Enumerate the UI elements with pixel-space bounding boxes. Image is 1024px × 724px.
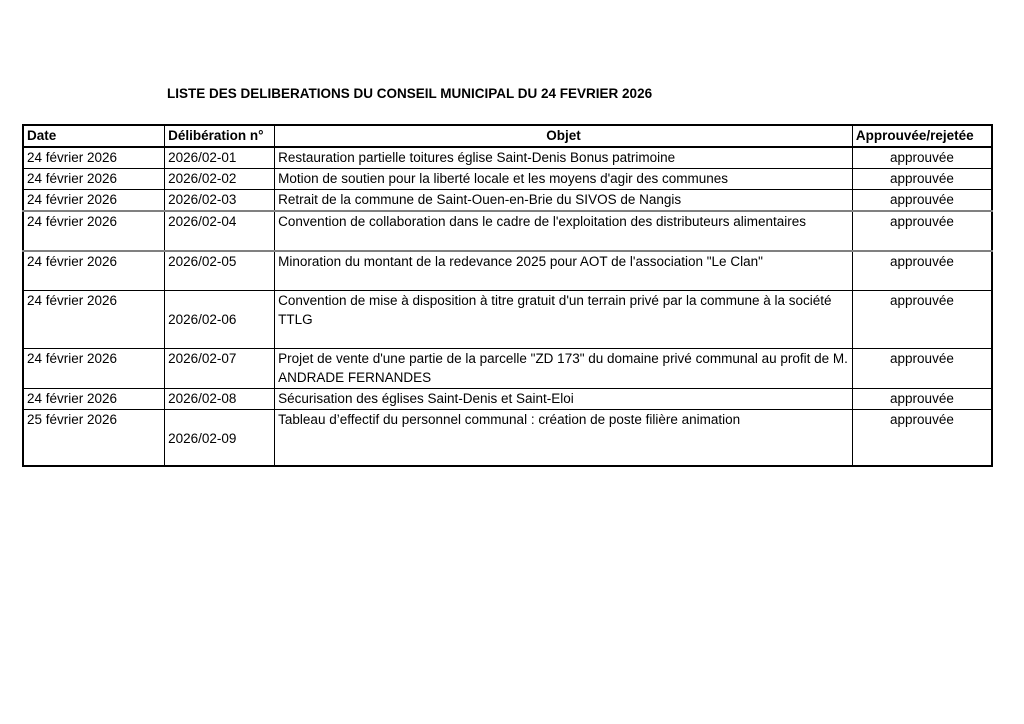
cell-statut: approuvée (852, 349, 992, 389)
cell-deliberation-number: 2026/02-04 (165, 211, 275, 251)
column-header-objet: Objet (275, 125, 853, 147)
cell-objet: Projet de vente d'une partie de la parcelle "ZD 173" du domaine privé communal au profit de M. ANDRADE FERNANDES (275, 349, 853, 389)
cell-deliberation-number: 2026/02-03 (165, 190, 275, 212)
cell-date: 24 février 2026 (23, 389, 165, 410)
cell-statut: approuvée (852, 291, 992, 349)
cell-objet: Motion de soutien pour la liberté locale et les moyens d'agir des communes (275, 169, 853, 190)
table-row (23, 410, 992, 467)
cell-date: 24 février 2026 (23, 169, 165, 190)
table-row (23, 389, 992, 410)
cell-date: 24 février 2026 (23, 349, 165, 389)
cell-objet: Minoration du montant de la redevance 2025 pour AOT de l'association "Le Clan" (275, 251, 853, 291)
cell-statut: approuvée (852, 190, 992, 212)
table-row (23, 251, 992, 291)
cell-statut: approuvée (852, 211, 992, 251)
table-body (23, 147, 992, 466)
table-row (23, 147, 992, 169)
deliberations-table (22, 124, 993, 467)
cell-date: 24 février 2026 (23, 251, 165, 291)
cell-objet: Convention de collaboration dans le cadre de l'exploitation des distributeurs alimentaires (275, 211, 853, 251)
cell-statut: approuvée (852, 251, 992, 291)
table-row (23, 190, 992, 212)
cell-objet: Convention de mise à disposition à titre gratuit d'un terrain privé par la commune à la société TTLG (275, 291, 853, 349)
cell-deliberation-number: 2026/02-05 (165, 251, 275, 291)
cell-date: 25 février 2026 (23, 410, 165, 467)
table-header-row (23, 125, 992, 147)
column-header-date: Date (23, 125, 165, 147)
cell-statut: approuvée (852, 410, 992, 467)
table-row (23, 211, 992, 251)
cell-deliberation-number: 2026/02-07 (165, 349, 275, 389)
table-row (23, 349, 992, 389)
cell-deliberation-number: 2026/02-09 (165, 410, 275, 467)
cell-objet: Sécurisation des églises Saint-Denis et Saint-Eloi (275, 389, 853, 410)
cell-date: 24 février 2026 (23, 190, 165, 212)
page-title: LISTE DES DELIBERATIONS DU CONSEIL MUNICIPAL DU 24 FEVRIER 2026 (167, 86, 653, 101)
cell-objet: Retrait de la commune de Saint-Ouen-en-Brie du SIVOS de Nangis (275, 190, 853, 212)
cell-date: 24 février 2026 (23, 291, 165, 349)
cell-date: 24 février 2026 (23, 147, 165, 169)
table-row (23, 291, 992, 349)
cell-deliberation-number: 2026/02-01 (165, 147, 275, 169)
cell-deliberation-number: 2026/02-02 (165, 169, 275, 190)
cell-statut: approuvée (852, 169, 992, 190)
cell-date: 24 février 2026 (23, 211, 165, 251)
cell-statut: approuvée (852, 147, 992, 169)
cell-objet: Tableau d’effectif du personnel communal : création de poste filière animation (275, 410, 853, 467)
column-header-deliberation-number: Délibération n° (165, 125, 275, 147)
cell-deliberation-number: 2026/02-08 (165, 389, 275, 410)
cell-objet: Restauration partielle toitures église Saint-Denis Bonus patrimoine (275, 147, 853, 169)
table-header (23, 125, 992, 147)
cell-statut: approuvée (852, 389, 992, 410)
table-row (23, 169, 992, 190)
cell-deliberation-number: 2026/02-06 (165, 291, 275, 349)
column-header-statut: Approuvée/rejetée (852, 125, 992, 147)
